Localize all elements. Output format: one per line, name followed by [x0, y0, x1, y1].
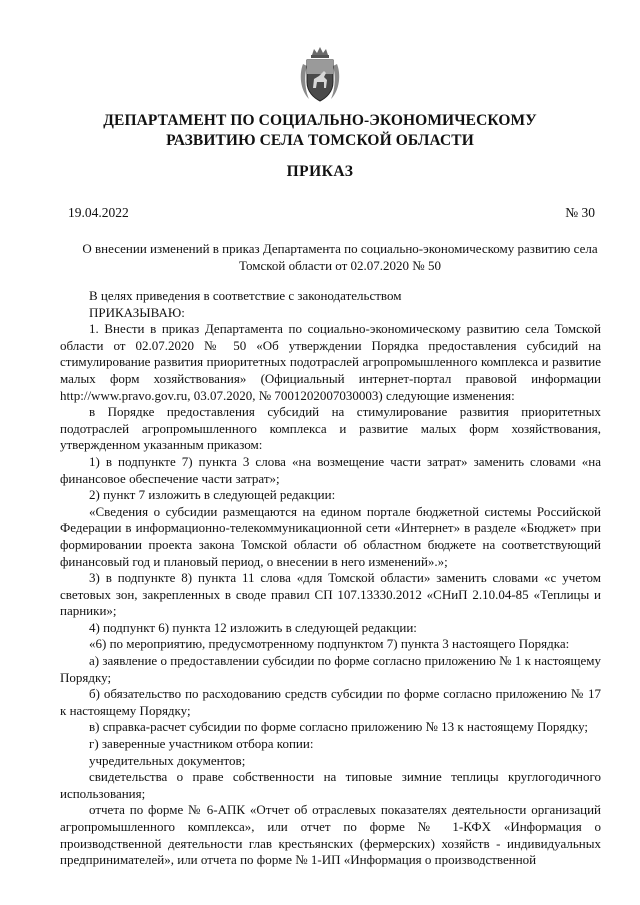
paragraph: В целях приведения в соответствие с законодательством [89, 288, 402, 303]
paragraph: в) справка-расчет субсидии по форме согласно приложению № 13 к настоящему Порядку; [89, 719, 589, 735]
paragraph: учредительных документов; [89, 752, 246, 768]
paragraph: отчета по форме № 6-АПК «Отчет об отраслевых показателях деятельности организаций агропромышленного комплекса», или отчет по форме № 1-КФХ «Информация о производственной деятельности глав крестьянских (фермерских) хозяйств - индивидуальных предпринимателей», или отчета по форме № 1-ИП «Информация о производственной [60, 802, 601, 868]
document-subject: О внесении изменений в приказ Департамента по социально-экономическому развитию села Томской области от 02.07.2020 № 50 [82, 241, 598, 273]
document-number: № 30 [565, 205, 595, 220]
paragraph: г) заверенные участником отбора копии: [89, 736, 314, 752]
organization-name-line-1: ДЕПАРТАМЕНТ ПО СОЦИАЛЬНО-ЭКОНОМИЧЕСКОМУ [103, 112, 537, 129]
document-body [60, 288, 601, 869]
paragraph: «Сведения о субсидии размещаются на едином портале бюджетной системы Российской Федерации в информационно-телекоммуникационной сети «Интернет» в разделе «Бюджет» при формировании проекта закона Томской области об областном бюджете на соответствующий финансовый год и плановый период, о внесении в него изменений».»; [60, 503, 601, 569]
paragraph: 1) в подпункте 7) пункта 3 слова «на возмещение части затрат» заменить словами «на финансовое обеспечение части затрат»; [60, 453, 601, 486]
paragraph: «6) по мероприятию, предусмотренному подпунктом 7) пункта 3 настоящего Порядка: [89, 636, 570, 652]
paragraph: 1. Внести в приказ Департамента по социально-экономическому развитию села Томской области от 02.07.2020 № 50 «Об утверждении Порядка предоставления субсидий на стимулирование развития приоритетных подотраслей агропромышленного комплекса и развитие малых форм хозяйствования» (Официальный интернет-портал правовой информации http://www.pravo.gov.ru, 03.07.2020, № 7001202007030003) следующие изменения: [60, 321, 601, 403]
document-type-title: ПРИКАЗ [286, 163, 354, 180]
document-date: 19.04.2022 [68, 205, 129, 220]
paragraph: в Порядке предоставления субсидий на стимулирование развития приоритетных подотраслей агропромышленного комплекса и развитие малых форм хозяйствования, утвержденном указанным приказом: [60, 404, 601, 453]
paragraph: 3) в подпункте 8) пункта 11 слова «для Томской области» заменить словами «с учетом световых зон, закрепленных в своде правил СП 107.13330.2012 «СНиП 2.10.04-85 «Теплицы и парники»; [60, 570, 601, 619]
organization-name-line-2: РАЗВИТИЮ СЕЛА ТОМСКОЙ ОБЛАСТИ [166, 132, 474, 149]
paragraph: а) заявление о предоставлении субсидии по форме согласно приложению № 1 к настоящему Порядку; [60, 653, 601, 685]
paragraph: ПРИКАЗЫВАЮ: [89, 304, 185, 320]
paragraph: 2) пункт 7 изложить в следующей редакции: [89, 487, 336, 503]
paragraph: б) обязательство по расходованию средств субсидии по форме согласно приложению № 17 к настоящему Порядку; [60, 686, 601, 718]
paragraph: 4) подпункт 6) пункта 12 изложить в следующей редакции: [89, 619, 417, 635]
tomsk-region-coat-of-arms-icon [297, 46, 343, 104]
paragraph: свидетельства о праве собственности на типовые зимние теплицы круглогодичного использования; [60, 769, 601, 801]
